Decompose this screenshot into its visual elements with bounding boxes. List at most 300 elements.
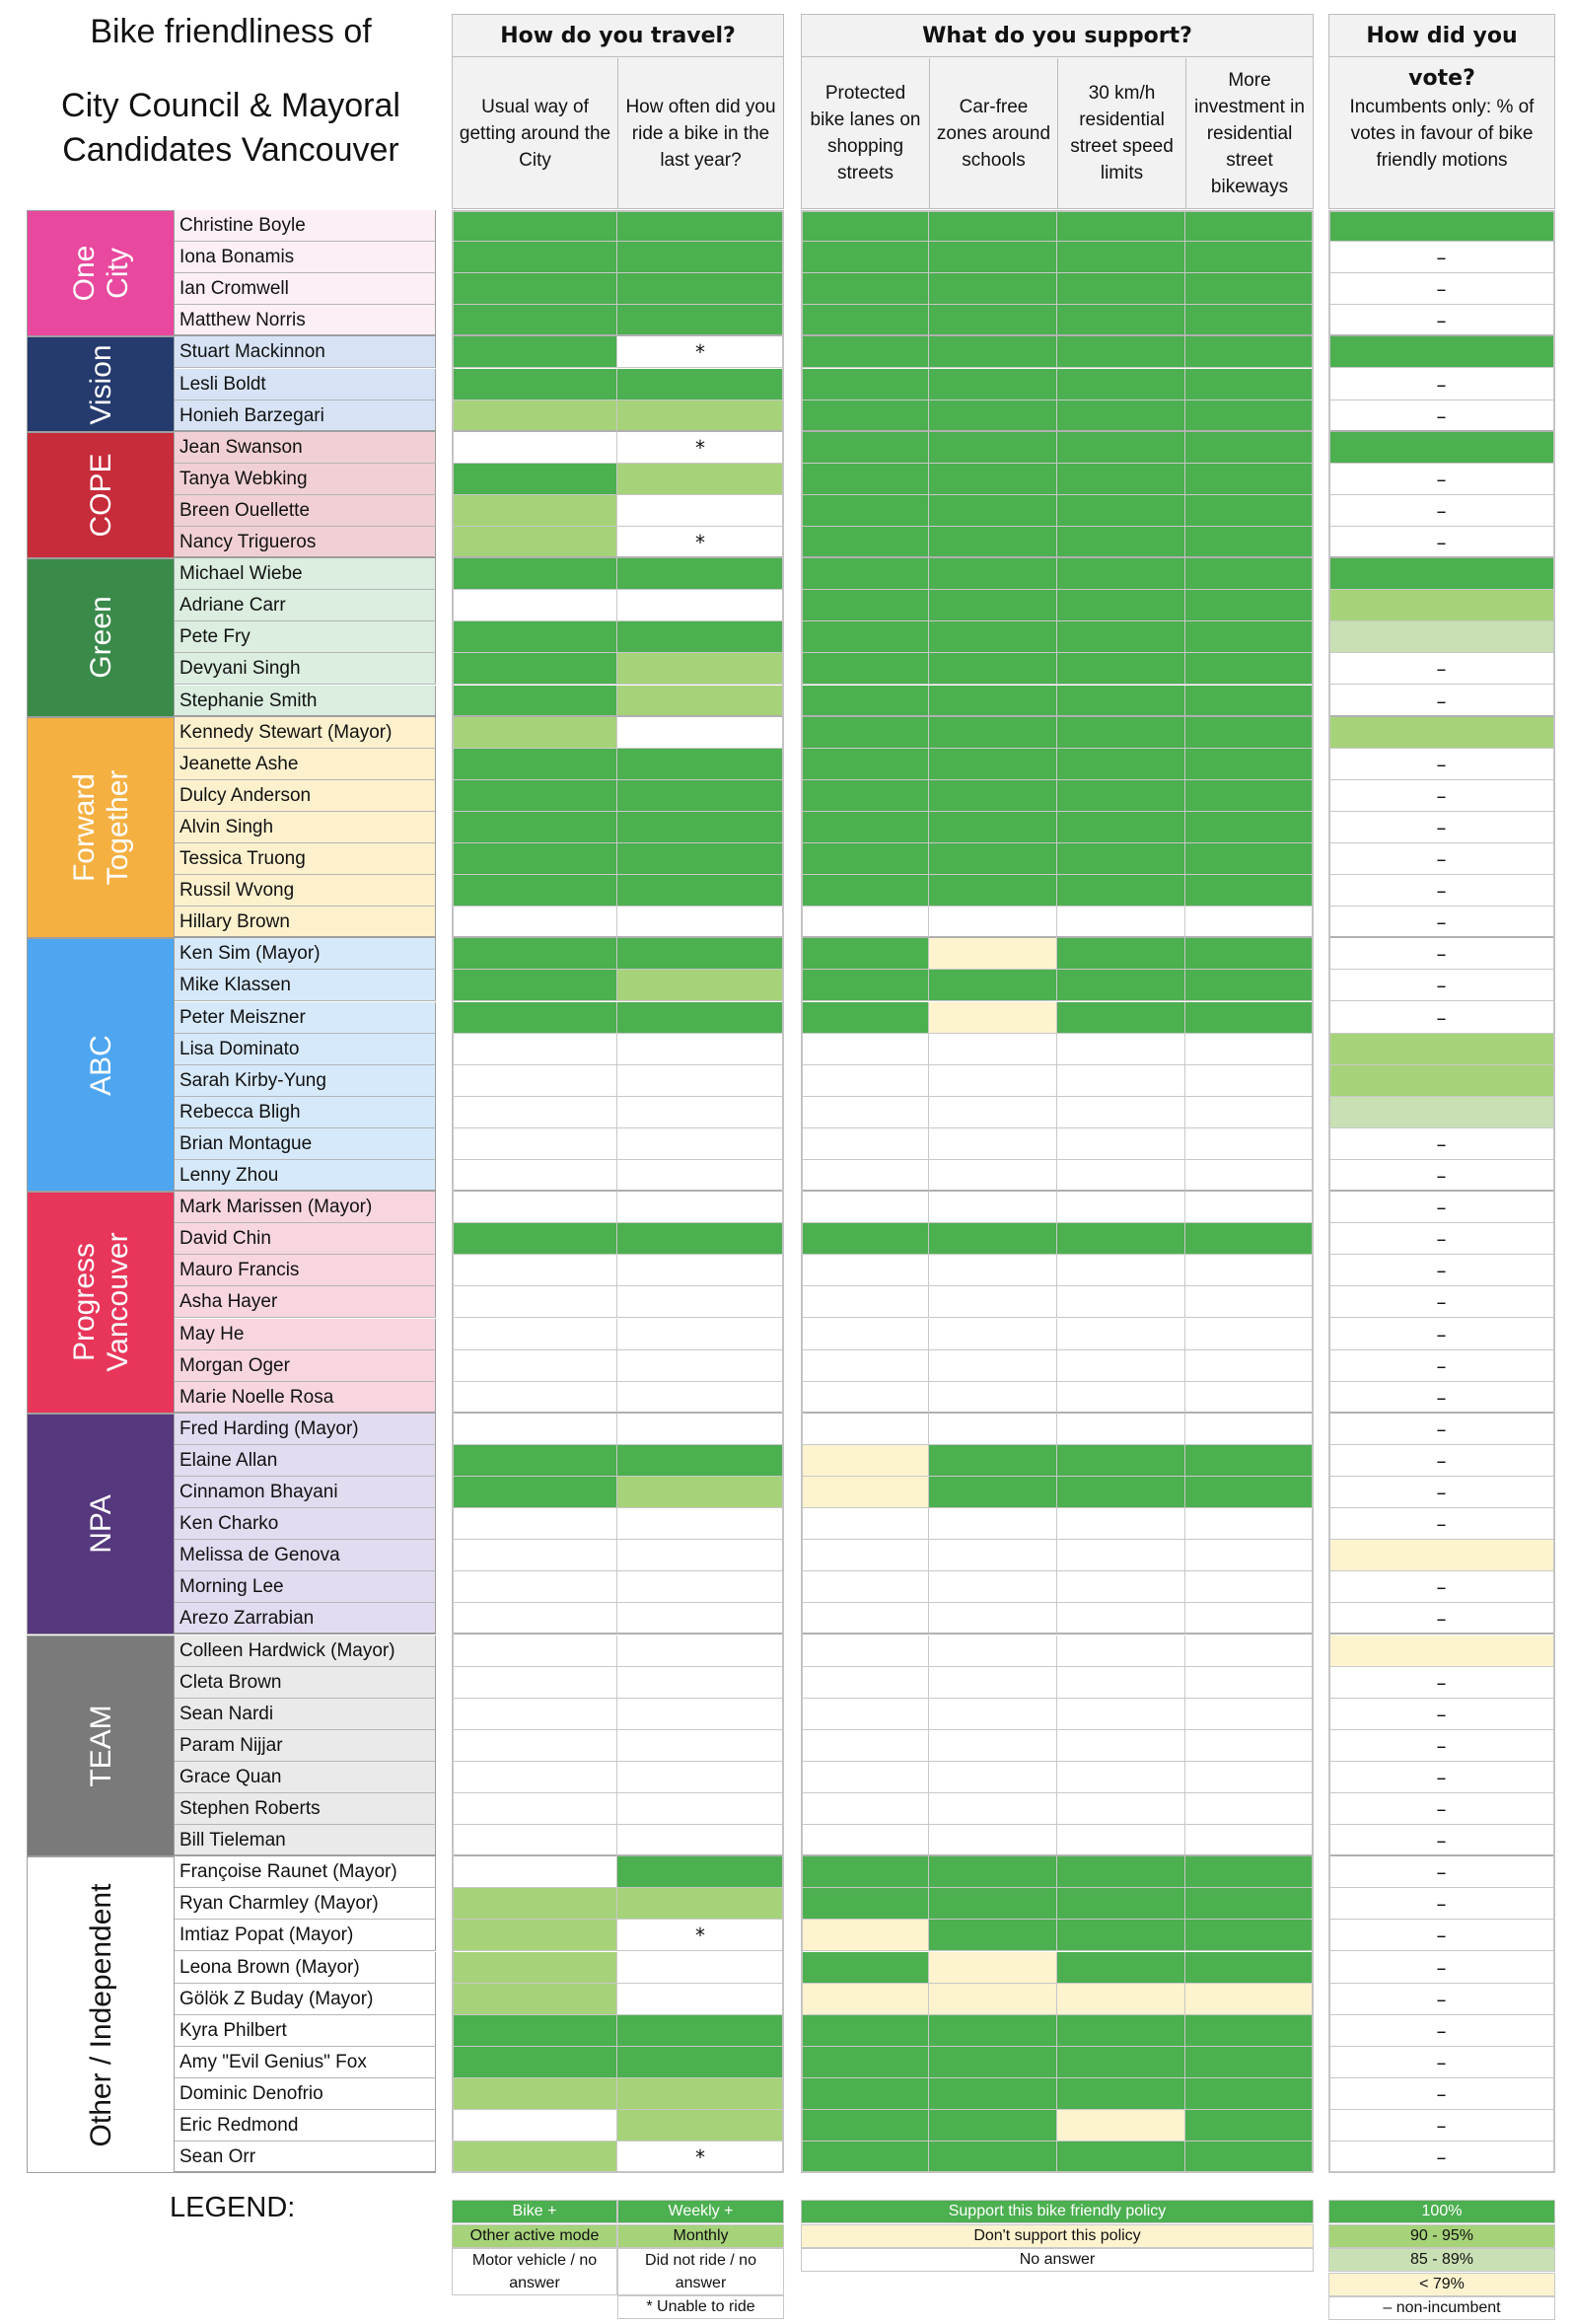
party-name: Vision — [85, 343, 117, 425]
candidate-name: Marie Noelle Rosa — [175, 1382, 436, 1414]
vote-percent-cell: – — [1328, 2047, 1555, 2078]
vote-percent-cell: – — [1328, 653, 1555, 685]
support-car-free-cell — [929, 369, 1057, 400]
vote-percent-cell: – — [1328, 1952, 1555, 1984]
vote-percent-cell — [1328, 432, 1555, 464]
support-speed-limit-cell — [1057, 1192, 1185, 1223]
support-car-free-cell — [929, 1477, 1057, 1508]
support-car-free-cell — [929, 1635, 1057, 1667]
support-bike-lanes-cell — [801, 1065, 929, 1097]
candidate-name: Peter Meiszner — [175, 1002, 436, 1034]
support-bike-lanes-cell — [801, 843, 929, 875]
legend-travel-frequency-item: Weekly + — [617, 2200, 784, 2223]
candidate-name: Fred Harding (Mayor) — [175, 1414, 436, 1445]
candidate-name: Nancy Trigueros — [175, 527, 436, 558]
candidate-name: Morning Lee — [175, 1571, 436, 1603]
party-name: Forward Together — [68, 769, 134, 886]
support-speed-limit-cell — [1057, 1002, 1185, 1034]
support-bikeways-cell — [1185, 1984, 1314, 2015]
support-speed-limit-cell — [1057, 1730, 1185, 1762]
travel-usual-cell — [452, 1571, 617, 1603]
support-bike-lanes-cell — [801, 1952, 929, 1984]
travel-usual-cell — [452, 1635, 617, 1667]
support-car-free-cell — [929, 242, 1057, 273]
party-block — [27, 938, 175, 1192]
travel-frequency-cell — [617, 1192, 784, 1223]
vote-percent-cell: – — [1328, 875, 1555, 907]
travel-frequency-cell — [617, 1667, 784, 1699]
support-bike-lanes-cell — [801, 2142, 929, 2173]
travel-usual-cell — [452, 590, 617, 621]
support-bike-lanes-cell — [801, 2110, 929, 2142]
support-bike-lanes-cell — [801, 1635, 929, 1667]
legend-vote-item: 85 - 89% — [1328, 2248, 1555, 2272]
candidate-name: Honieh Barzegari — [175, 400, 436, 432]
support-speed-limit-cell — [1057, 1477, 1185, 1508]
candidate-name: May He — [175, 1319, 436, 1350]
support-bikeways-cell — [1185, 464, 1314, 495]
travel-frequency-cell — [617, 2047, 784, 2078]
vote-percent-cell: – — [1328, 812, 1555, 843]
vote-header-title: How did you vote? — [1329, 15, 1554, 57]
candidate-name: Michael Wiebe — [175, 558, 436, 590]
legend-title: LEGEND: — [170, 2192, 296, 2223]
vote-percent-cell — [1328, 717, 1555, 749]
support-speed-limit-cell — [1057, 369, 1185, 400]
vote-percent-cell: – — [1328, 1762, 1555, 1793]
support-speed-limit-cell — [1057, 1856, 1185, 1888]
support-car-free-cell — [929, 558, 1057, 590]
support-bike-lanes-cell — [801, 1540, 929, 1571]
support-speed-limit-cell — [1057, 1065, 1185, 1097]
party-name: COPE — [85, 453, 117, 538]
travel-frequency-cell — [617, 1888, 784, 1920]
support-car-free-cell — [929, 1603, 1057, 1634]
support-car-free-cell — [929, 1192, 1057, 1223]
travel-frequency-cell — [617, 305, 784, 336]
vote-percent-cell: – — [1328, 1856, 1555, 1888]
party-name: ABC — [85, 1034, 117, 1096]
support-bike-lanes-cell — [801, 621, 929, 653]
support-bikeways-cell — [1185, 1762, 1314, 1793]
candidate-name: Asha Hayer — [175, 1286, 436, 1318]
support-speed-limit-cell — [1057, 273, 1185, 305]
support-car-free-cell — [929, 780, 1057, 812]
support-speed-limit-cell — [1057, 1635, 1185, 1667]
support-bikeways-cell — [1185, 907, 1314, 938]
support-bike-lanes-cell — [801, 464, 929, 495]
travel-frequency-cell — [617, 1699, 784, 1730]
vote-percent-cell: – — [1328, 1477, 1555, 1508]
vote-percent-cell: – — [1328, 1825, 1555, 1856]
party-block — [27, 1635, 175, 1857]
support-bike-lanes-cell — [801, 780, 929, 812]
travel-frequency-cell — [617, 1856, 784, 1888]
travel-frequency-cell — [617, 938, 784, 970]
vote-percent-cell: – — [1328, 1223, 1555, 1255]
travel-frequency-cell — [617, 780, 784, 812]
support-bike-lanes-cell — [801, 2015, 929, 2047]
support-car-free-cell — [929, 653, 1057, 685]
travel-frequency-cell — [617, 1097, 784, 1128]
travel-usual-cell — [452, 907, 617, 938]
travel-frequency-cell — [617, 1603, 784, 1634]
vote-percent-cell: – — [1328, 400, 1555, 432]
travel-usual-cell — [452, 1888, 617, 1920]
candidate-name: Kennedy Stewart (Mayor) — [175, 717, 436, 749]
support-bike-lanes-cell — [801, 336, 929, 368]
candidate-name: Dominic Denofrio — [175, 2078, 436, 2110]
travel-frequency-cell — [617, 1952, 784, 1984]
support-bikeways-cell — [1185, 1667, 1314, 1699]
vote-percent-cell: – — [1328, 1445, 1555, 1477]
support-car-free-cell — [929, 1065, 1057, 1097]
travel-usual-cell — [452, 242, 617, 273]
vote-percent-cell: – — [1328, 1699, 1555, 1730]
travel-usual-cell — [452, 749, 617, 780]
support-header-title: What do you support? — [802, 15, 1313, 57]
travel-frequency-cell — [617, 717, 784, 749]
travel-frequency-cell — [617, 1382, 784, 1414]
support-speed-limit-cell — [1057, 1255, 1185, 1286]
candidate-name: Cleta Brown — [175, 1667, 436, 1699]
support-speed-limit-cell — [1057, 653, 1185, 685]
candidate-name: Leona Brown (Mayor) — [175, 1952, 436, 1984]
travel-frequency-cell — [617, 653, 784, 685]
support-bikeways-cell — [1185, 1350, 1314, 1382]
vote-percent-cell: – — [1328, 1603, 1555, 1634]
support-bike-lanes-cell — [801, 1097, 929, 1128]
travel-usual-cell — [452, 1255, 617, 1286]
legend-travel-usual-item: Bike + — [452, 2200, 617, 2223]
support-header — [801, 14, 1314, 209]
support-speed-limit-cell — [1057, 812, 1185, 843]
travel-usual-cell — [452, 400, 617, 432]
candidate-name: Lisa Dominato — [175, 1034, 436, 1065]
travel-usual-cell — [452, 1192, 617, 1223]
travel-usual-cell — [452, 369, 617, 400]
support-speed-limit-cell — [1057, 242, 1185, 273]
support-bikeways-cell — [1185, 717, 1314, 749]
travel-usual-cell — [452, 1984, 617, 2015]
candidate-name: David Chin — [175, 1223, 436, 1255]
support-bike-lanes-cell — [801, 875, 929, 907]
support-bikeways-cell — [1185, 843, 1314, 875]
candidate-name: Iona Bonamis — [175, 242, 436, 273]
vote-percent-cell — [1328, 590, 1555, 621]
party-block — [27, 558, 175, 717]
vote-percent-cell: – — [1328, 1319, 1555, 1350]
candidate-name: Françoise Raunet (Mayor) — [175, 1856, 436, 1888]
party-name: Other / Independent — [85, 1883, 117, 2147]
support-bike-lanes-cell — [801, 2078, 929, 2110]
travel-usual-cell — [452, 1540, 617, 1571]
travel-frequency-cell — [617, 1571, 784, 1603]
support-bike-lanes-cell — [801, 1762, 929, 1793]
travel-frequency-cell: * — [617, 336, 784, 368]
support-bikeways-cell — [1185, 273, 1314, 305]
party-name: NPA — [85, 1494, 117, 1554]
legend-support-item: Support this bike friendly policy — [801, 2200, 1314, 2223]
candidate-name: Sarah Kirby-Yung — [175, 1065, 436, 1097]
travel-usual-cell — [452, 1002, 617, 1034]
travel-frequency-cell — [617, 1414, 784, 1445]
vote-percent-cell — [1328, 1034, 1555, 1065]
candidate-name: Tessica Truong — [175, 843, 436, 875]
support-bike-lanes-cell — [801, 1255, 929, 1286]
support-bikeways-cell — [1185, 1540, 1314, 1571]
candidate-name: Dulcy Anderson — [175, 780, 436, 812]
travel-frequency-cell — [617, 2015, 784, 2047]
support-bike-lanes-cell — [801, 2047, 929, 2078]
support-speed-limit-cell — [1057, 1603, 1185, 1634]
travel-frequency-header: How often did you ride a bike in the last year? — [625, 96, 776, 171]
travel-frequency-cell — [617, 2078, 784, 2110]
support-car-free-header: Car-free zones around schools — [930, 58, 1058, 208]
support-bikeways-cell — [1185, 2047, 1314, 2078]
vote-percent-cell: – — [1328, 843, 1555, 875]
support-car-free-cell — [929, 1255, 1057, 1286]
vote-percent-cell: – — [1328, 970, 1555, 1001]
support-car-free-cell — [929, 1002, 1057, 1034]
party-block — [27, 1856, 175, 2173]
vote-percent-cell: – — [1328, 907, 1555, 938]
candidate-name: Sean Nardi — [175, 1699, 436, 1730]
vote-percent-cell: – — [1328, 938, 1555, 970]
support-car-free-cell — [929, 2110, 1057, 2142]
candidate-name: Imtiaz Popat (Mayor) — [175, 1920, 436, 1951]
support-speed-limit-cell — [1057, 1223, 1185, 1255]
vote-percent-cell: – — [1328, 464, 1555, 495]
support-car-free-cell — [929, 1160, 1057, 1192]
support-bike-lanes-cell — [801, 1319, 929, 1350]
vote-percent-cell: – — [1328, 749, 1555, 780]
candidate-name: Jean Swanson — [175, 432, 436, 464]
travel-frequency-cell — [617, 1160, 784, 1192]
legend-travel-usual-item: Motor vehicle / no answer — [452, 2248, 617, 2295]
travel-frequency-cell — [617, 1793, 784, 1825]
travel-frequency-cell — [617, 210, 784, 242]
travel-frequency-cell — [617, 1762, 784, 1793]
vote-header — [1328, 14, 1555, 209]
support-bikeways-cell — [1185, 1192, 1314, 1223]
support-bike-lanes-cell — [801, 432, 929, 464]
support-bike-lanes-cell — [801, 210, 929, 242]
travel-usual-cell — [452, 558, 617, 590]
support-speed-limit-cell — [1057, 400, 1185, 432]
support-speed-limit-cell — [1057, 1097, 1185, 1128]
support-bike-lanes-cell — [801, 1888, 929, 1920]
travel-usual-header: Usual way of getting around the City — [453, 58, 618, 208]
travel-usual-cell — [452, 1414, 617, 1445]
travel-usual-cell — [452, 1920, 617, 1951]
travel-usual-cell — [452, 1286, 617, 1318]
support-bikeways-cell — [1185, 1097, 1314, 1128]
candidate-name: Mark Marissen (Mayor) — [175, 1192, 436, 1223]
travel-usual-cell — [452, 432, 617, 464]
legend-travel-usual-item: Other active mode — [452, 2224, 617, 2248]
travel-frequency-cell — [617, 242, 784, 273]
travel-usual-cell — [452, 210, 617, 242]
vote-percent-cell — [1328, 1635, 1555, 1667]
support-speed-limit-cell — [1057, 1382, 1185, 1414]
support-speed-limit-cell — [1057, 2078, 1185, 2110]
legend-travel-frequency-item: Did not ride / no answer — [617, 2248, 784, 2295]
travel-frequency-cell — [617, 558, 784, 590]
vote-percent-cell: – — [1328, 1508, 1555, 1540]
support-bike-lanes-cell — [801, 1603, 929, 1634]
vote-percent-cell: – — [1328, 1128, 1555, 1160]
legend-vote-item: – non-incumbent — [1328, 2296, 1555, 2320]
candidate-name: Elaine Allan — [175, 1445, 436, 1477]
travel-usual-cell — [452, 780, 617, 812]
travel-usual-cell — [452, 1097, 617, 1128]
candidate-name: Gölök Z Buday (Mayor) — [175, 1984, 436, 2015]
support-speed-limit-cell — [1057, 843, 1185, 875]
support-bikeways-cell — [1185, 1034, 1314, 1065]
legend-vote-item: 90 - 95% — [1328, 2224, 1555, 2248]
support-car-free-cell — [929, 1571, 1057, 1603]
support-car-free-cell — [929, 970, 1057, 1001]
support-speed-limit-cell — [1057, 464, 1185, 495]
support-bikeways-cell — [1185, 1920, 1314, 1951]
travel-header — [452, 14, 784, 209]
support-car-free-cell — [929, 1286, 1057, 1318]
support-car-free-cell — [929, 2142, 1057, 2173]
support-car-free-cell — [929, 875, 1057, 907]
candidate-name: Tanya Webking — [175, 464, 436, 495]
travel-usual-cell — [452, 527, 617, 558]
travel-usual-cell — [452, 1382, 617, 1414]
travel-usual-cell — [452, 812, 617, 843]
travel-usual-cell — [452, 2015, 617, 2047]
support-speed-limit-cell — [1057, 1762, 1185, 1793]
support-car-free-cell — [929, 1888, 1057, 1920]
title-line-2: City Council & Mayoral — [61, 87, 400, 124]
support-bike-lanes-cell — [801, 1856, 929, 1888]
support-car-free-cell — [929, 1825, 1057, 1856]
candidate-name: Cinnamon Bhayani — [175, 1477, 436, 1508]
travel-usual-cell — [452, 1128, 617, 1160]
support-speed-limit-cell — [1057, 907, 1185, 938]
candidate-name: Pete Fry — [175, 621, 436, 653]
support-bike-lanes-cell — [801, 1984, 929, 2015]
candidate-name: Grace Quan — [175, 1762, 436, 1793]
support-bikeways-cell — [1185, 1160, 1314, 1192]
support-car-free-cell — [929, 1223, 1057, 1255]
support-speed-limit-cell — [1057, 1319, 1185, 1350]
support-bike-lanes-cell — [801, 686, 929, 717]
travel-header-title: How do you travel? — [453, 15, 783, 57]
support-car-free-cell — [929, 1984, 1057, 2015]
vote-percent-cell: – — [1328, 2142, 1555, 2173]
support-car-free-cell — [929, 590, 1057, 621]
support-speed-limit-cell — [1057, 1128, 1185, 1160]
support-bikeways-cell — [1185, 369, 1314, 400]
travel-frequency-cell — [617, 1319, 784, 1350]
support-speed-limit-cell — [1057, 305, 1185, 336]
vote-percent-cell: – — [1328, 1730, 1555, 1762]
candidate-name: Hillary Brown — [175, 907, 436, 938]
travel-frequency-cell — [617, 1508, 784, 1540]
travel-usual-cell — [452, 1856, 617, 1888]
candidate-name: Stuart Mackinnon — [175, 336, 436, 368]
travel-frequency-cell — [617, 1002, 784, 1034]
party-block — [27, 336, 175, 431]
support-bike-lanes-header: Protected bike lanes on shopping streets — [802, 58, 930, 208]
support-bikeways-cell — [1185, 1445, 1314, 1477]
support-bikeways-cell — [1185, 336, 1314, 368]
vote-percent-header: Incumbents only: % of votes in favour of bike friendly motions — [1349, 96, 1535, 171]
support-bike-lanes-cell — [801, 653, 929, 685]
travel-usual-cell — [452, 1477, 617, 1508]
travel-usual-cell — [452, 1508, 617, 1540]
support-car-free-cell — [929, 686, 1057, 717]
candidate-name: Eric Redmond — [175, 2110, 436, 2142]
support-bikeways-header: More investment in residential street bikeways — [1194, 69, 1305, 197]
vote-percent-cell: – — [1328, 369, 1555, 400]
candidate-name: Param Nijjar — [175, 1730, 436, 1762]
travel-usual-cell — [452, 1223, 617, 1255]
party-name: One City — [68, 245, 134, 302]
support-car-free-cell — [929, 210, 1057, 242]
travel-frequency-cell: * — [617, 432, 784, 464]
support-bikeways-cell — [1185, 1856, 1314, 1888]
travel-usual-cell — [452, 1667, 617, 1699]
support-bikeways-cell — [1185, 1319, 1314, 1350]
support-bike-lanes-cell — [801, 305, 929, 336]
travel-frequency-cell — [617, 686, 784, 717]
travel-frequency-cell — [617, 369, 784, 400]
vote-percent-cell: – — [1328, 1382, 1555, 1414]
travel-usual-cell — [452, 2110, 617, 2142]
vote-percent-cell: – — [1328, 1920, 1555, 1951]
support-car-free-cell — [929, 1350, 1057, 1382]
travel-frequency-cell — [617, 1635, 784, 1667]
support-speed-limit-cell — [1057, 2142, 1185, 2173]
candidate-name: Amy "Evil Genius" Fox — [175, 2047, 436, 2078]
party-name: Green — [85, 596, 117, 680]
support-bike-lanes-cell — [801, 1667, 929, 1699]
support-bike-lanes-cell — [801, 400, 929, 432]
support-car-free-cell — [929, 1097, 1057, 1128]
travel-usual-cell — [452, 970, 617, 1001]
vote-percent-cell: – — [1328, 1571, 1555, 1603]
vote-percent-cell: – — [1328, 242, 1555, 273]
support-speed-limit-cell — [1057, 1286, 1185, 1318]
candidate-name: Sean Orr — [175, 2142, 436, 2173]
vote-percent-cell — [1328, 1540, 1555, 1571]
support-bikeways-cell — [1185, 1002, 1314, 1034]
support-bikeways-cell — [1185, 875, 1314, 907]
support-car-free-cell — [929, 1128, 1057, 1160]
vote-percent-cell: – — [1328, 1192, 1555, 1223]
support-bike-lanes-cell — [801, 1477, 929, 1508]
support-bikeways-cell — [1185, 1952, 1314, 1984]
vote-percent-cell: – — [1328, 273, 1555, 305]
support-bikeways-cell — [1185, 1477, 1314, 1508]
support-bikeways-cell — [1185, 1699, 1314, 1730]
support-bikeways-cell — [1185, 812, 1314, 843]
support-bike-lanes-cell — [801, 1414, 929, 1445]
travel-frequency-cell — [617, 1286, 784, 1318]
support-speed-limit-cell — [1057, 1667, 1185, 1699]
support-bikeways-cell — [1185, 1888, 1314, 1920]
support-speed-limit-cell — [1057, 780, 1185, 812]
support-car-free-cell — [929, 1445, 1057, 1477]
vote-percent-cell: – — [1328, 1984, 1555, 2015]
support-bikeways-cell — [1185, 1508, 1314, 1540]
